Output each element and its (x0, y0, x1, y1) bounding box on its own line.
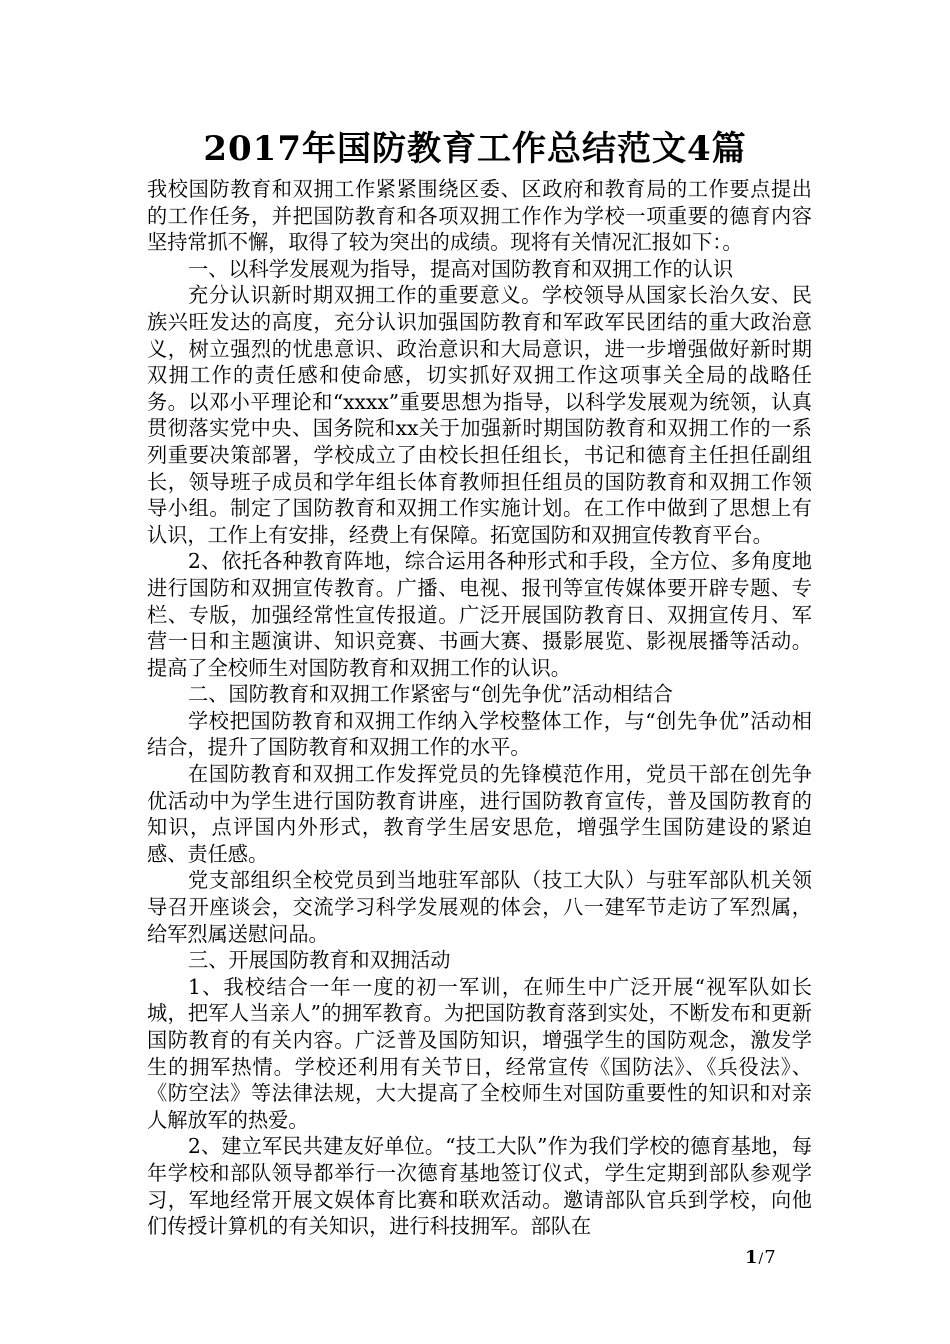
page-number (745, 1247, 776, 1270)
total-pages-number: 7 (764, 1247, 776, 1268)
section-heading: 二、国防教育和双拥工作紧密与“创先争优”活动相结合 (188, 682, 673, 707)
paragraph: 2、建立军民共建友好单位。“技工大队”作为我们学校的德育基地，每年学校和部队领导都举行一次德育基地签订仪式，学生定期到部队参观学习，军地经常开展文娱体育比赛和联欢活动。邀请部队官兵到学校，向他们传授计算机的有关知识，进行科技拥军。部队在 (147, 1134, 812, 1239)
paragraph: 我校国防教育和双拥工作紧紧围绕区委、区政府和教育局的工作要点提出的工作任务，并把国防教育和各项双拥工作作为学校一项重要的德育内容坚持常抓不懈，取得了较为突出的成绩。现将有关情况汇报如下：。 (147, 177, 812, 255)
paragraph: 党支部组织全校党员到当地驻军部队（技工大队）与驻军部队机关领导召开座谈会，交流学习科学发展观的体会，八一建军节走访了军烈属，给军烈属送慰问品。 (147, 868, 812, 946)
page-separator: / (758, 1251, 764, 1267)
paragraph: 充分认识新时期双拥工作的重要意义。学校领导从国家长治久安、民族兴旺发达的高度，充分认识加强国防教育和军政军民团结的重大政治意义，树立强烈的忧患意识、政治意识和大局意识，进一步增强做好新时期双拥工作的责任感和使命感，切实抓好双拥工作这项事关全局的战略任务。以邓小平理论和“xxxx”重要思想为指导，以科学发展观为统领，认真贯彻落实党中央、国务院和xx关于加强新时期国防教育和双拥工作的一系列重要决策部署，学校成立了由校长担任组长，书记和德育主任担任副组长，领导班子成员和学年组长体育教师担任组员的国防教育和双拥工作领导小组。制定了国防教育和双拥工作实施计划。在工作中做到了思想上有认识，工作上有安排，经费上有保障。拓宽国防和双拥宣传教育平台。 (147, 283, 812, 547)
document-body (147, 176, 812, 1240)
paragraph: 学校把国防教育和双拥工作纳入学校整体工作，与“创先争优”活动相结合，提升了国防教育和双拥工作的水平。 (147, 708, 812, 760)
paragraph: 2、依托各种教育阵地，综合运用各种形式和手段，全方位、多角度地进行国防和双拥宣传教育。广播、电视、报刊等宣传媒体要开辟专题、专栏、专版，加强经常性宣传报道。广泛开展国防教育日、双拥宣传月、军营一日和主题演讲、知识竞赛、书画大赛、摄影展览、影视展播等活动。提高了全校师生对国防教育和双拥工作的认识。 (147, 549, 812, 680)
paragraph: 在国防教育和双拥工作发挥党员的先锋模范作用，党员干部在创先争优活动中为学生进行国防教育讲座，进行国防教育宣传，普及国防教育的知识，点评国内外形式，教育学生居安思危，增强学生国防建设的紧迫感、责任感。 (147, 762, 812, 866)
section-heading: 三、开展国防教育和双拥活动 (188, 948, 451, 973)
document-title: 2017年国防教育工作总结范文4篇 (203, 129, 747, 169)
section-heading: 一、以科学发展观为指导，提高对国防教育和双拥工作的认识 (188, 256, 734, 281)
current-page-number: 1 (745, 1247, 758, 1268)
paragraph: 1、我校结合一年一度的初一军训，在师生中广泛开展“视军队如长城，把军人当亲人”的拥军教育。为把国防教育落到实处，不断发布和更新国防教育的有关内容。广泛普及国防知识，增强学生的国防观念，激发学生的拥军热情。学校还利用有关节日，经常宣传《国防法》、《兵役法》、《防空法》等法律法规，大大提高了全校师生对国防重要性的知识和对亲人解放军的热爱。 (147, 974, 812, 1132)
